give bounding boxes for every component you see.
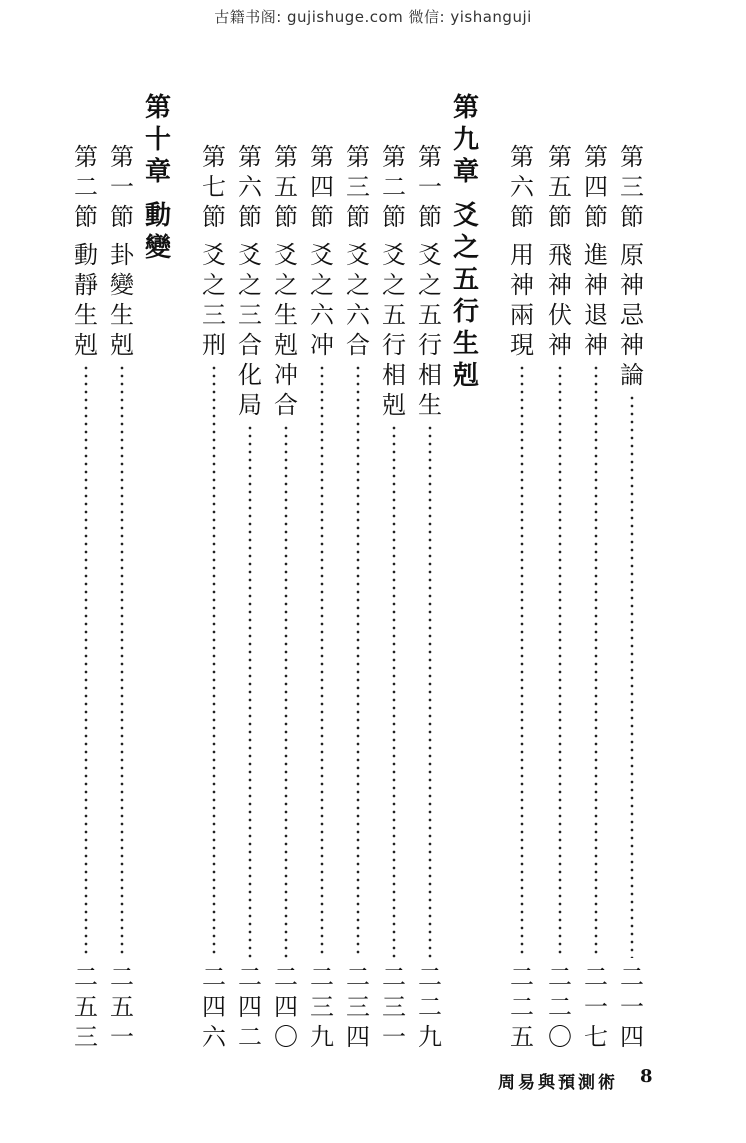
watermark-header: 古籍书阁: gujishuge.com 微信: yishanguji (214, 8, 532, 26)
leader-dots (392, 424, 396, 958)
leader-dots (520, 364, 524, 958)
section-title: 動 靜 生 剋 (74, 241, 98, 359)
leader-dots (248, 424, 252, 958)
leader-dots (630, 394, 634, 958)
page-ref: 二 二 〇 (548, 963, 572, 1051)
section-title: 爻 之 三 合 化 局 (238, 241, 262, 419)
page-ref: 二 一 七 (584, 963, 608, 1051)
section-entry (302, 0, 342, 1143)
page-ref: 二 三 一 (382, 963, 406, 1051)
section-entry (576, 0, 616, 1143)
section-title: 原 神 忌 神 論 (620, 241, 644, 389)
section-entry (410, 0, 450, 1143)
section-entry (194, 0, 234, 1143)
page-ref: 二 三 四 (346, 963, 370, 1051)
page-ref: 二 四 二 (238, 963, 262, 1051)
section-title: 用 神 兩 現 (510, 241, 534, 359)
page-ref: 二 二 五 (510, 963, 534, 1051)
leader-dots (356, 364, 360, 958)
leader-dots (428, 424, 432, 958)
section-entry (102, 0, 142, 1143)
section-entry (266, 0, 306, 1143)
page-ref: 二 三 九 (310, 963, 334, 1051)
section-entry (502, 0, 542, 1143)
leader-dots (212, 364, 216, 958)
section-title: 爻 之 六 冲 (310, 241, 334, 359)
section-title: 卦 變 生 剋 (110, 241, 134, 359)
chapter-number: 第 十 章 (144, 93, 171, 187)
leader-dots (558, 364, 562, 958)
leader-dots (120, 364, 124, 958)
section-number: 第 二 節 (74, 143, 98, 231)
page-ref: 二 五 三 (74, 963, 98, 1051)
chapter-title: 爻 之 五 行 生 剋 (452, 201, 479, 391)
book-title-footer: 周易與預測術 (498, 1073, 618, 1093)
section-number: 第 四 節 (584, 143, 608, 231)
chapter-number: 第 九 章 (452, 93, 479, 187)
chapter-entry (446, 0, 486, 1143)
page-number: 8 (640, 1066, 653, 1087)
section-entry (66, 0, 106, 1143)
leader-dots (320, 364, 324, 958)
section-number: 第 六 節 (238, 143, 262, 231)
section-title: 爻 之 五 行 相 生 (418, 241, 442, 419)
section-entry (374, 0, 414, 1143)
section-number: 第 二 節 (382, 143, 406, 231)
section-title: 爻 之 六 合 (346, 241, 370, 359)
section-number: 第 五 節 (548, 143, 572, 231)
section-title: 爻 之 三 刑 (202, 241, 226, 359)
section-number: 第 六 節 (510, 143, 534, 231)
section-number: 第 四 節 (310, 143, 334, 231)
leader-dots (84, 364, 88, 958)
section-entry (230, 0, 270, 1143)
chapter-title: 動 變 (144, 201, 171, 263)
section-number: 第 一 節 (418, 143, 442, 231)
leader-dots (284, 424, 288, 958)
section-number: 第 一 節 (110, 143, 134, 231)
section-entry (540, 0, 580, 1143)
chapter-entry (138, 0, 178, 1143)
section-title: 爻 之 生 剋 冲 合 (274, 241, 298, 419)
section-number: 第 三 節 (620, 143, 644, 231)
page-ref: 二 四 六 (202, 963, 226, 1051)
leader-dots (594, 364, 598, 958)
page-ref: 二 五 一 (110, 963, 134, 1051)
section-number: 第 五 節 (274, 143, 298, 231)
page-ref: 二 一 四 (620, 963, 644, 1051)
section-entry (338, 0, 378, 1143)
section-number: 第 七 節 (202, 143, 226, 231)
section-title: 飛 神 伏 神 (548, 241, 572, 359)
section-title: 進 神 退 神 (584, 241, 608, 359)
page-ref: 二 四 〇 (274, 963, 298, 1051)
section-number: 第 三 節 (346, 143, 370, 231)
page-ref: 二 二 九 (418, 963, 442, 1051)
section-entry (612, 0, 652, 1143)
section-title: 爻 之 五 行 相 剋 (382, 241, 406, 419)
